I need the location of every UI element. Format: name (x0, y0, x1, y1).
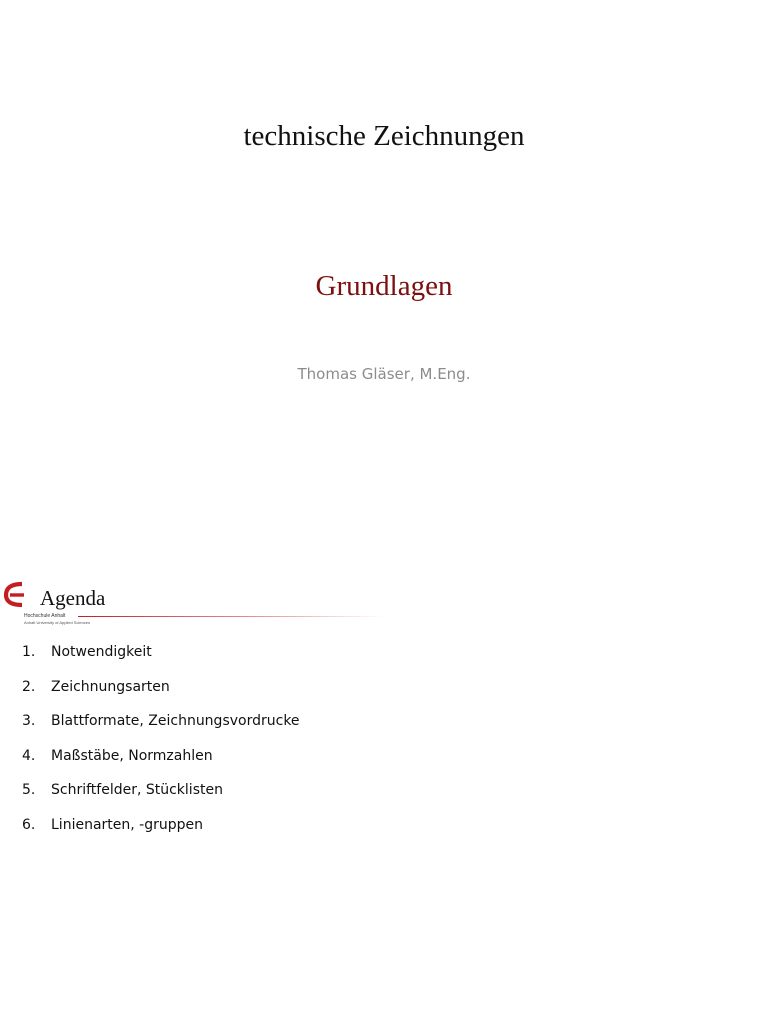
agenda-item (22, 748, 300, 783)
agenda-item-number: 4. (22, 747, 36, 764)
logo-text-university-en: Anhalt University of Applied Sciences (24, 620, 91, 625)
agenda-item (22, 782, 300, 817)
agenda-item-label: Blattformate, Zeichnungsvordrucke (51, 713, 300, 730)
agenda-item (22, 817, 300, 852)
agenda-item-number: 2. (22, 678, 36, 695)
agenda-item-label: Notwendigkeit (51, 644, 152, 660)
agenda-item-number: 3. (22, 713, 36, 730)
presentation-title: technische Zeichnungen (243, 120, 525, 152)
logo-text-university: Hochschule Anhalt (24, 613, 66, 619)
presentation-subtitle: Grundlagen (315, 270, 453, 302)
agenda-item-number: 6. (22, 816, 36, 833)
agenda-item (22, 713, 300, 748)
agenda-list (22, 644, 300, 852)
agenda-item-label: Zeichnungsarten (51, 678, 170, 695)
agenda-item (22, 644, 300, 679)
agenda-item-number: 1. (22, 644, 36, 660)
agenda-item (22, 679, 300, 714)
agenda-slide (0, 560, 768, 1024)
agenda-item-label: Linienarten, -gruppen (51, 816, 203, 833)
hochschule-anhalt-logo-icon (4, 580, 26, 608)
agenda-item-label: Maßstäbe, Normzahlen (51, 747, 213, 764)
agenda-item-label: Schriftfelder, Stücklisten (51, 782, 223, 799)
agenda-heading: Agenda (40, 586, 106, 610)
author-name: Thomas Gläser, M.Eng. (297, 365, 471, 383)
agenda-item-number: 5. (22, 782, 36, 799)
heading-divider (78, 616, 383, 617)
